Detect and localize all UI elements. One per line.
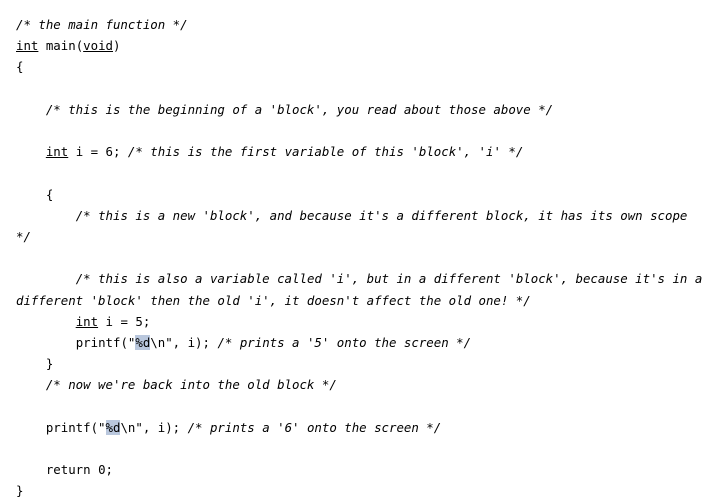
code-comment: /* this is the beginning of a 'block', you read about those above */: [45, 101, 554, 117]
code-indent: [16, 462, 46, 477]
code-line: [16, 268, 710, 310]
code-comment: /* the main function */: [16, 17, 188, 32]
code-line: [16, 162, 704, 183]
code-line: [16, 459, 704, 480]
code-line: [16, 205, 704, 247]
code-line: [16, 99, 704, 120]
code-text: 0;: [90, 462, 113, 478]
code-keyword: int: [16, 38, 39, 54]
code-indent: [16, 420, 46, 435]
code-text: \n", i);: [150, 335, 218, 351]
code-text: return: [45, 462, 91, 478]
code-indent: [16, 314, 76, 329]
code-highlight: %d: [135, 335, 151, 351]
code-comment: /* this is also a variable called 'i', but in a different 'block', because it's in a different 'block' then the old 'i', it doesn't affect the old one! */: [16, 271, 710, 308]
code-comment: /* prints a '6' onto the screen */: [187, 419, 442, 435]
code-line: [16, 56, 704, 77]
code-indent: [16, 377, 46, 392]
code-indent: [16, 102, 46, 117]
code-text: \n", i);: [120, 419, 188, 435]
code-line: [16, 311, 704, 332]
code-line: [16, 14, 704, 35]
code-text: {: [45, 186, 54, 202]
code-highlight: %d: [105, 419, 121, 435]
code-line: [16, 35, 704, 56]
code-line: [16, 438, 704, 459]
code-line: [16, 78, 704, 99]
code-line: [16, 184, 704, 205]
code-text: }: [45, 356, 54, 372]
code-keyword: int: [45, 144, 69, 160]
code-keyword: int: [75, 313, 99, 329]
code-text: ): [113, 38, 121, 54]
code-text: i = 6;: [68, 144, 128, 160]
code-line: [16, 396, 704, 417]
code-line: [16, 332, 704, 353]
code-indent: [16, 144, 46, 159]
code-indent: [16, 356, 46, 371]
code-text: i = 5;: [98, 313, 151, 329]
code-line: [16, 353, 704, 374]
code-comment: /* this is a new 'block', and because it's a different block, it has its own scope */: [16, 207, 695, 245]
code-line: [16, 141, 704, 162]
code-text: {: [16, 59, 24, 75]
code-comment: /* this is the first variable of this 'block', 'i' */: [127, 144, 524, 160]
code-comment: /* now we're back into the old block */: [45, 377, 337, 393]
code-line: [16, 480, 704, 501]
code-indent: [16, 335, 76, 350]
code-text: }: [16, 483, 24, 499]
code-line: [16, 417, 704, 438]
code-indent: [16, 187, 46, 202]
code-indent: [16, 208, 76, 223]
code-indent: [16, 271, 76, 286]
code-text: main(: [38, 38, 84, 54]
code-comment: /* prints a '5' onto the screen */: [217, 335, 472, 351]
code-text: printf(": [45, 419, 106, 435]
code-line: [16, 247, 704, 268]
code-line: [16, 374, 704, 395]
code-text: printf(": [75, 335, 136, 351]
code-line: [16, 120, 704, 141]
code-keyword: void: [83, 38, 113, 54]
